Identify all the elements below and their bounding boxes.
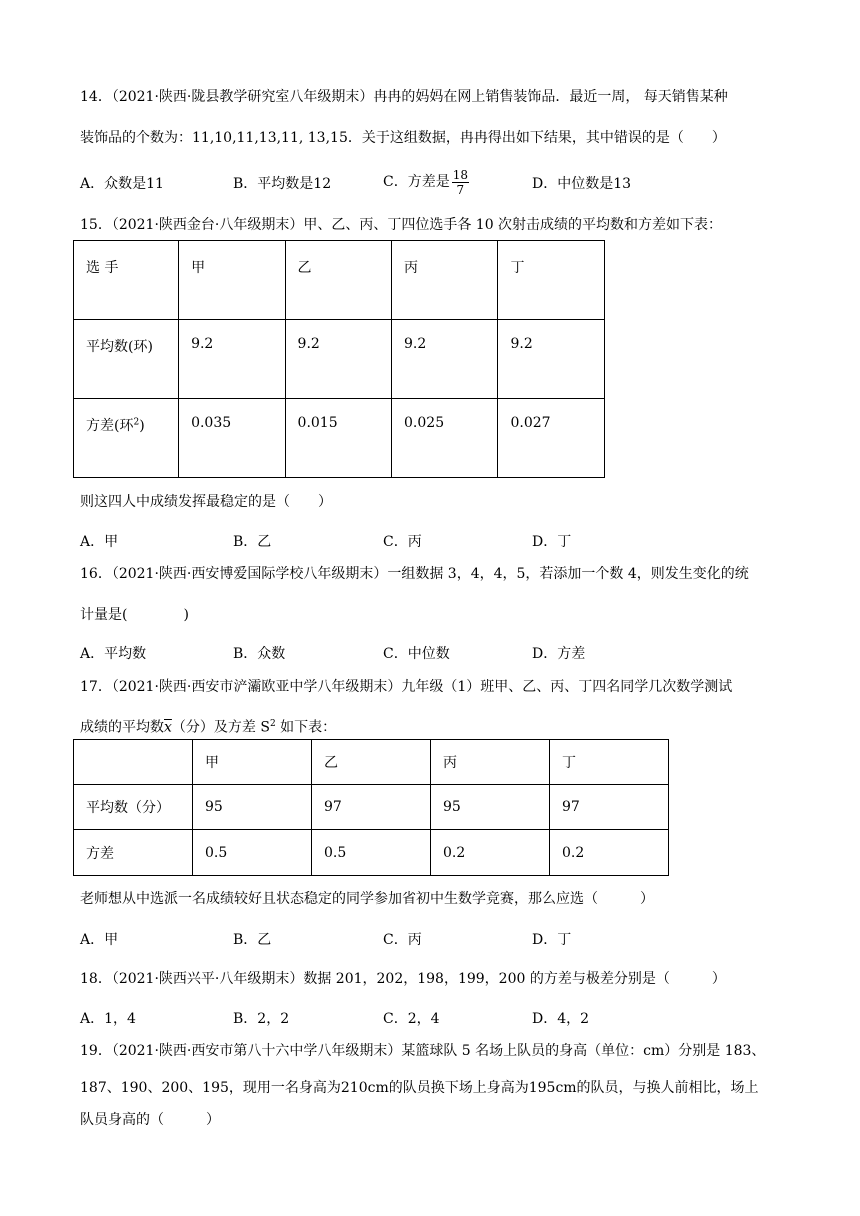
table-row xyxy=(74,399,605,478)
q14-option-d: D．中位数是13 xyxy=(532,176,632,192)
q15-option-a: A．甲 xyxy=(80,534,119,550)
q16-stem-line2: 计量是( ) xyxy=(80,607,189,623)
q14-option-b: B．平均数是12 xyxy=(233,176,332,192)
table-cell: 丁 xyxy=(550,740,669,785)
superscript: 2 xyxy=(269,719,276,729)
table-cell: 丁 xyxy=(498,241,605,320)
q17-option-a: A．甲 xyxy=(80,932,119,948)
table-cell: 0.027 xyxy=(498,399,605,478)
superscript: 2 xyxy=(133,417,140,428)
q17-question: 老师想从中选派一名成绩较好且状态稳定的同学参加省初中生数学竞赛，那么应选（ ） xyxy=(80,891,654,907)
q19-stem-line3: 队员身高的（ ） xyxy=(80,1112,220,1128)
q17-stem-line1: 17．（2021·陕西·西安市浐灞欧亚中学八年级期末）九年级（1）班甲、乙、丙、丁四名同学几次数学测试 xyxy=(80,679,733,695)
table-row xyxy=(74,740,669,785)
q16-stem-line1: 16．（2021·陕西·西安博爱国际学校八年级期末）一组数据 3，4，4，5，若添加一个数 4，则发生变化的统 xyxy=(80,566,749,582)
table-cell: 选 手 xyxy=(74,241,179,320)
q17-stem-text-b: （分）及方差 S xyxy=(171,719,270,736)
mean-symbol: $\overline{x}$ xyxy=(164,719,172,736)
table-cell: 乙 xyxy=(312,740,431,785)
q15-question: 则这四人中成绩发挥最稳定的是（ ） xyxy=(80,494,332,510)
table-cell: 方差 xyxy=(74,830,193,876)
q14-option-c-prefix: C．方差是 xyxy=(383,174,450,190)
fraction-numerator: 18 xyxy=(452,167,468,182)
variance-label-close: ) xyxy=(139,418,145,434)
table-row xyxy=(74,830,669,876)
table-cell: 甲 xyxy=(179,241,285,320)
variance-label: 方差(环 xyxy=(86,418,134,434)
table-cell: 0.2 xyxy=(431,830,550,876)
table-cell: 97 xyxy=(550,785,669,830)
table-cell: 9.2 xyxy=(392,320,498,399)
table-row xyxy=(74,785,669,830)
table-cell: 0.035 xyxy=(179,399,285,478)
q15-stem: 15．（2021·陕西金台·八年级期末）甲、乙、丙、丁四位选手各 10 次射击成绩的平均数和方差如下表： xyxy=(80,217,723,233)
q17-stem-text-c: 如下表： xyxy=(275,719,337,736)
fraction-denominator: 7 xyxy=(456,182,465,197)
table-cell xyxy=(74,740,193,785)
q14-option-c xyxy=(383,162,469,202)
table-cell: 0.025 xyxy=(392,399,498,478)
q15-table xyxy=(73,240,605,478)
q19-stem-line1: 19．（2021·陕西·西安市第八十六中学八年级期末）某篮球队 5 名场上队员的身高（单位：cm）分别是 183、 xyxy=(80,1043,766,1059)
q16-option-c: C．中位数 xyxy=(383,646,450,662)
q16-option-d: D．方差 xyxy=(532,646,586,662)
q18-option-a: A．1，4 xyxy=(80,1011,136,1027)
table-cell: 乙 xyxy=(285,241,391,320)
q17-option-c: C．丙 xyxy=(383,932,422,948)
table-cell: 9.2 xyxy=(179,320,285,399)
q16-option-a: A．平均数 xyxy=(80,646,147,662)
fraction xyxy=(452,168,469,197)
table-cell: 95 xyxy=(193,785,312,830)
table-cell: 丙 xyxy=(392,241,498,320)
q17-stem-line2 xyxy=(80,714,336,738)
table-cell: 0.015 xyxy=(285,399,391,478)
table-cell: 丙 xyxy=(431,740,550,785)
table-cell: 97 xyxy=(312,785,431,830)
table-cell: 0.5 xyxy=(193,830,312,876)
table-cell: 甲 xyxy=(193,740,312,785)
q14-stem-line2: 装饰品的个数为：11,10,11,13,11, 13,15．关于这组数据，冉冉得出如下结果，其中错误的是（ ） xyxy=(80,130,726,146)
q17-table xyxy=(73,739,669,876)
table-cell: 0.5 xyxy=(312,830,431,876)
q14-option-a: A．众数是11 xyxy=(80,176,164,192)
q17-option-d: D．丁 xyxy=(532,932,572,948)
q18-option-d: D．4，2 xyxy=(532,1011,590,1027)
table-cell xyxy=(74,399,179,478)
q19-stem-line2: 187、190、200、195，现用一名身高为210cm的队员换下场上身高为195cm的队员，与换人前相比，场上 xyxy=(80,1080,759,1096)
q18-option-c: C．2，4 xyxy=(383,1011,440,1027)
table-cell: 95 xyxy=(431,785,550,830)
q15-option-d: D．丁 xyxy=(532,534,572,550)
q17-stem-text-a: 成绩的平均数 xyxy=(80,719,164,736)
q18-option-b: B．2，2 xyxy=(233,1011,290,1027)
q15-option-b: B．乙 xyxy=(233,534,272,550)
table-cell: 平均数（分） xyxy=(74,785,193,830)
table-cell: 9.2 xyxy=(498,320,605,399)
table-cell: 9.2 xyxy=(285,320,391,399)
table-cell: 平均数(环) xyxy=(74,320,179,399)
q14-stem-line1: 14．（2021·陕西·陇县教学研究室八年级期末）冉冉的妈妈在网上销售装饰品．最近一周， 每天销售某种 xyxy=(80,89,728,105)
q18-stem: 18．（2021·陕西兴平·八年级期末）数据 201，202，198，199，200 的方差与极差分别是（ ） xyxy=(80,971,726,987)
q15-option-c: C．丙 xyxy=(383,534,422,550)
q17-option-b: B．乙 xyxy=(233,932,272,948)
table-row xyxy=(74,241,605,320)
table-row xyxy=(74,320,605,399)
q16-option-b: B．众数 xyxy=(233,646,286,662)
table-cell: 0.2 xyxy=(550,830,669,876)
